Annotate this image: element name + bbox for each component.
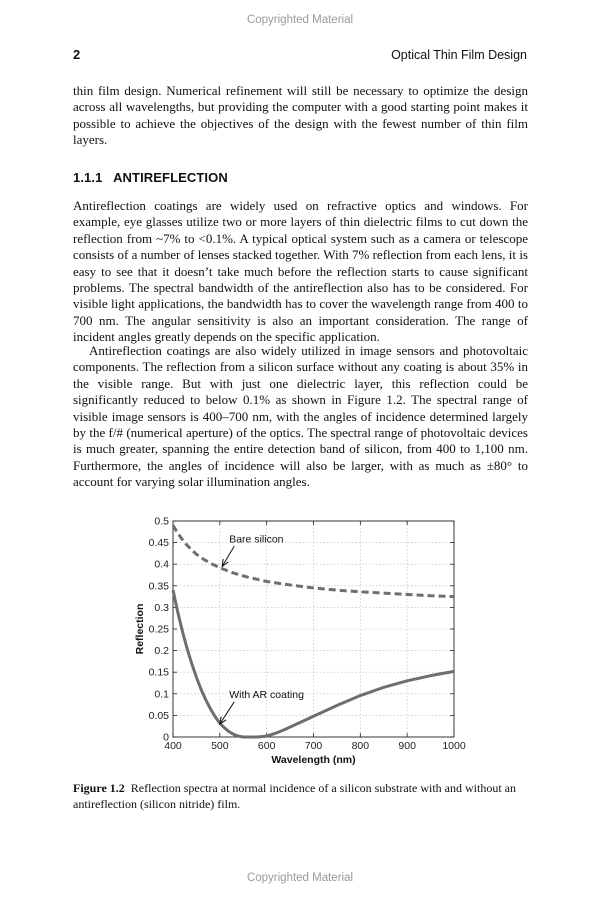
figure-caption [73, 780, 528, 812]
x-tick-label: 1000 [442, 740, 466, 752]
y-tick-label: 0.5 [154, 515, 169, 528]
y-tick-label: 0.2 [154, 645, 169, 658]
annotation-arrow [220, 702, 234, 724]
y-tick-label: 0.05 [148, 709, 169, 722]
annotation-bare-silicon: Bare silicon [229, 533, 284, 546]
figure-1-2 [128, 510, 478, 777]
y-tick-label: 0.3 [154, 601, 169, 614]
y-axis-label: Reflection [134, 603, 146, 655]
x-tick-label: 400 [164, 740, 182, 752]
running-title: Optical Thin Film Design [391, 48, 527, 62]
x-tick-label: 600 [257, 740, 276, 752]
y-tick-label: 0 [163, 731, 169, 744]
y-tick-label: 0.45 [148, 537, 169, 550]
y-tick-label: 0.25 [148, 623, 169, 636]
page-number: 2 [73, 47, 81, 62]
y-tick-label: 0.4 [154, 558, 169, 571]
annotation-arrow [222, 546, 234, 566]
x-tick-label: 500 [211, 740, 229, 752]
annotation-with-ar-coating: With AR coating [229, 688, 304, 701]
y-tick-label: 0.1 [154, 688, 169, 701]
x-tick-label: 900 [398, 740, 416, 752]
reflection-chart [128, 510, 478, 772]
x-axis-label: Wavelength (nm) [271, 754, 356, 766]
x-tick-label: 800 [351, 740, 370, 752]
watermark-top: Copyrighted Material [246, 14, 354, 26]
body-paragraph-2: Antireflection coatings are also widely utilized in image sensors and photovoltaic components. The reflection from a silicon surface without any coating is about 35% in the visible range. But with just one dielectric layer, this reflection could be significantly reduced to below 0.1% as shown in Figure 1.2. The spectral range of visible image sensors is 400–700 nm, with the angles of incidence determined largely by the f/# (numerical aperture) of the optics. The spectral range of photovoltaic devices is much greater, spanning the entire detection band of silicon, from 400 to 1,100 nm. Furthermore, the angles of incidence will also be larger, with as much as ±80° to account for varying solar illumination angles. [73, 343, 528, 490]
section-heading: 1.1.1 ANTIREFLECTION [73, 170, 228, 185]
x-tick-label: 700 [304, 740, 323, 752]
figure-caption-text: Reflection spectra at normal incidence of a silicon substrate with and without an antireflection (silicon nitride) film. [73, 781, 516, 811]
body-paragraph-1: Antireflection coatings are widely used on refractive optics and windows. For example, eye glasses utilize two or more layers of thin dielectric films to cut down the reflection from ~7% to <0.1%. A typical optical system such as a camera or telescope consists of a number of lenses stacked together. With 7% reflection from each lens, it is easy to see that it doesn’t take much before the reflection starts to cause significant problems. The spectral bandwidth of the antireflection also has to be considered. For visible light applications, the bandwidth has to cover the wavelength range from 400 to 700 nm. The angular sensitivity is also an important consideration. The range of incident angles greatly depends on the specific application. [73, 198, 528, 345]
intro-paragraph: thin film design. Numerical refinement will still be necessary to optimize the design across all wavelengths, but providing the computer with a good starting point makes it possible to achieve the objectives of the design with the fewest number of thin film layers. [73, 83, 528, 148]
y-tick-label: 0.15 [148, 666, 169, 679]
figure-label: Figure 1.2 [73, 781, 125, 795]
watermark-bottom: Copyrighted Material [246, 872, 354, 884]
y-tick-label: 0.35 [148, 580, 169, 593]
